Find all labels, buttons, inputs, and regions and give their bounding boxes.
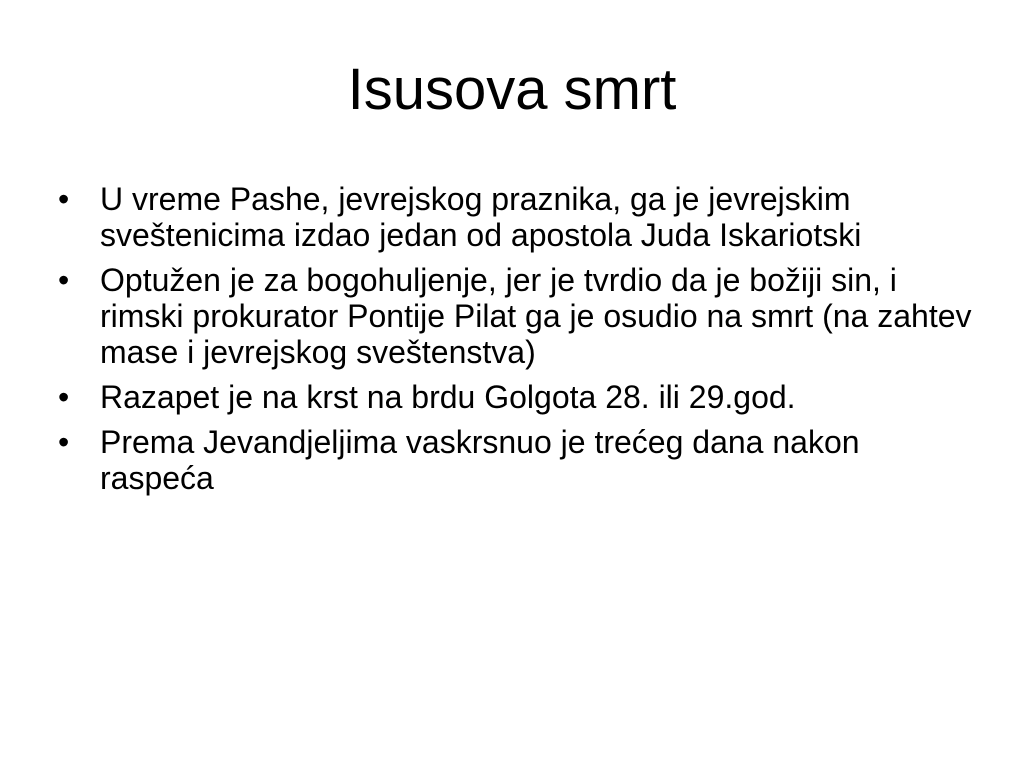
bullet-item	[56, 262, 976, 370]
bullet-marker: •	[58, 424, 70, 460]
bullet-list	[56, 181, 976, 505]
bullet-item	[56, 379, 976, 415]
bullet-marker: •	[58, 262, 70, 298]
bullet-text: U vreme Pashe, jevrejskog praznika, ga je jevrejskim sveštenicima izdao jedan od apostola Juda Iskariotski	[100, 181, 862, 253]
bullet-marker: •	[58, 379, 70, 415]
bullet-marker: •	[58, 181, 70, 217]
slide-title: Isusova smrt	[347, 57, 677, 122]
bullet-item	[56, 424, 976, 496]
bullet-item	[56, 181, 976, 253]
bullet-text: Optužen je za bogohuljenje, jer je tvrdio da je božiji sin, i rimski prokurator Pontije Pilat ga je osudio na smrt (na zahtev mase i jevrejskog sveštenstva)	[100, 262, 972, 370]
bullet-text: Prema Jevandjeljima vaskrsnuo je trećeg dana nakon raspeća	[100, 424, 860, 496]
bullet-text: Razapet je na krst na brdu Golgota 28. ili 29.god.	[100, 379, 796, 415]
